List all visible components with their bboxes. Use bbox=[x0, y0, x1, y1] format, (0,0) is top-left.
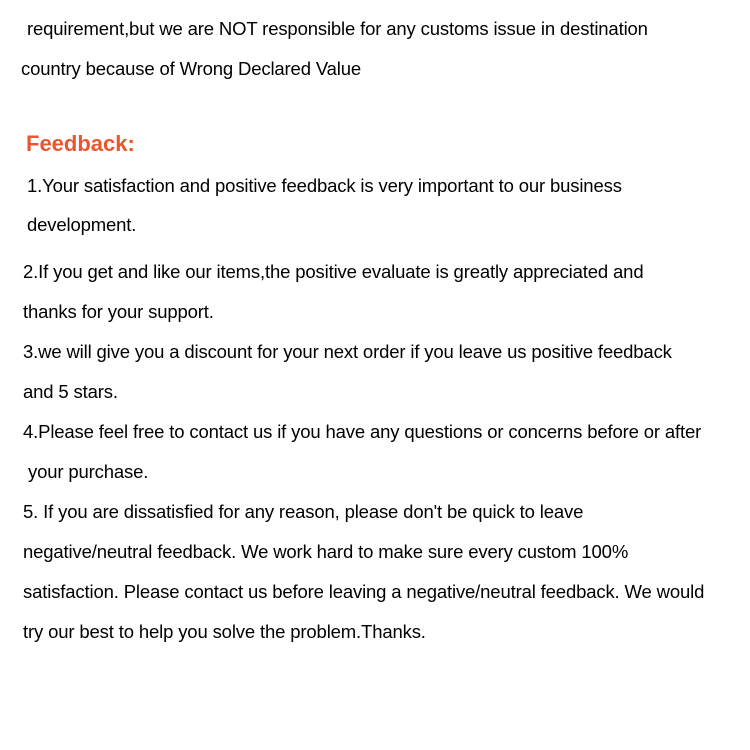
feedback-line: and 5 stars. bbox=[23, 381, 118, 402]
intro-line-1: requirement,but we are NOT responsible for any customs issue in destination bbox=[27, 18, 648, 39]
feedback-line: 4.Please feel free to contact us if you have any questions or concerns before or after bbox=[23, 421, 702, 442]
feedback-heading: Feedback: bbox=[26, 131, 135, 156]
feedback-line: 1.Your satisfaction and positive feedback is very important to our business bbox=[27, 175, 622, 196]
intro-line-2: country because of Wrong Declared Value bbox=[21, 58, 362, 79]
feedback-line: negative/neutral feedback. We work hard to make sure every custom 100% bbox=[23, 541, 629, 562]
feedback-line: your purchase. bbox=[23, 461, 149, 482]
feedback-line: 2.If you get and like our items,the positive evaluate is greatly appreciated and bbox=[23, 261, 644, 282]
feedback-line: satisfaction. Please contact us before leaving a negative/neutral feedback. We would bbox=[23, 581, 705, 602]
feedback-line: 5. If you are dissatisfied for any reason, please don't be quick to leave bbox=[23, 501, 584, 522]
feedback-line: thanks for your support. bbox=[23, 301, 214, 322]
feedback-line: try our best to help you solve the problem.Thanks. bbox=[23, 621, 426, 642]
feedback-line: 3.we will give you a discount for your next order if you leave us positive feedback bbox=[23, 341, 672, 362]
feedback-line: development. bbox=[27, 214, 137, 235]
